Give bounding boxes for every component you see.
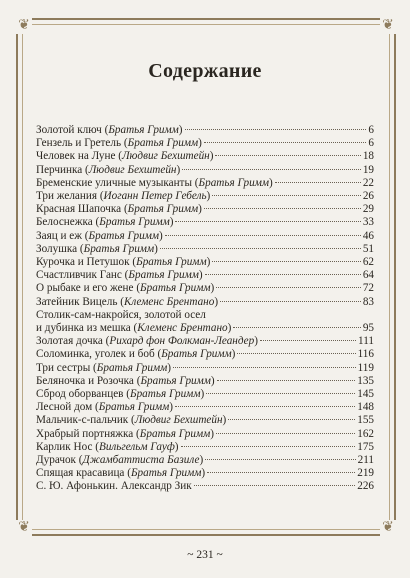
- fleuron-icon: ❦: [380, 18, 396, 34]
- toc-leader-dots: [237, 353, 355, 354]
- fleuron-icon: ❦: [16, 18, 32, 34]
- toc-entry-label: Бременские уличные музыканты (Братья Гримм): [36, 176, 273, 189]
- toc-entry: [36, 362, 374, 375]
- toc-leader-dots: [212, 261, 360, 262]
- toc-entry-author: Братья Гримм: [130, 467, 202, 480]
- toc-entry-author: Братья Гримм: [136, 256, 207, 269]
- toc-entry-page: 116: [357, 348, 374, 361]
- toc-entry-page: 135: [357, 374, 374, 387]
- toc-entry-page: 51: [362, 242, 374, 255]
- toc-entry-title: С. Ю. Афонькин. Александр Зик: [36, 480, 192, 493]
- toc-entry-title: Заяц и еж: [36, 229, 82, 242]
- toc-entry-label: Красная Шапочка (Братья Гримм): [36, 203, 202, 216]
- toc-entry-page: 119: [357, 361, 374, 374]
- toc-leader-dots: [175, 221, 360, 222]
- toc-entry: [36, 454, 374, 467]
- toc-entry-title: Храбрый портняжка: [36, 427, 134, 440]
- toc-leader-dots: [275, 182, 361, 183]
- toc-leader-dots: [220, 301, 361, 302]
- toc-entry-label: [36, 480, 192, 493]
- toc-entry-page: 111: [358, 335, 374, 348]
- toc-entry-title: Бременские уличные музыканты: [36, 176, 192, 189]
- fleuron-icon: ❦: [16, 520, 32, 536]
- toc-entry-title: Золотая дочка: [36, 335, 103, 348]
- toc-entry-page: 72: [362, 282, 374, 295]
- toc-entry-title: Лесной дом: [36, 401, 93, 414]
- toc-entry-page: 175: [357, 440, 374, 453]
- toc-entry-page: 95: [362, 322, 374, 335]
- toc-entry-label: Храбрый портняжка (Братья Гримм): [36, 427, 214, 440]
- toc-entry-page: 22: [362, 176, 374, 189]
- toc-entry: [36, 296, 374, 309]
- toc-entry-author: Братья Гримм: [127, 137, 199, 150]
- toc-entry-label: Заяц и еж (Братья Гримм): [36, 229, 163, 242]
- toc-entry-author: Братья Гримм: [128, 269, 199, 282]
- toc-entry-title: Человек на Луне: [36, 150, 116, 163]
- toc-entry-page: 46: [362, 229, 374, 242]
- toc-entry-title: Беляночка и Розочка: [36, 374, 134, 387]
- toc-entry-author: Клеменс Брентано: [123, 295, 215, 308]
- toc-entry: [36, 124, 374, 137]
- toc-entry-author: Джамбаттиста Базиле: [82, 454, 200, 467]
- toc-entry-author: Братья Гримм: [161, 348, 232, 361]
- toc-leader-dots: [216, 433, 355, 434]
- toc-entry-author: Братья Гримм: [127, 203, 199, 216]
- toc-entry-page: 6: [368, 137, 374, 150]
- toc-entry: [36, 243, 374, 256]
- toc-leader-dots: [206, 393, 355, 394]
- page-number: ~ 231 ~: [187, 549, 223, 561]
- toc-entry-label: Золушка (Братья Гримм): [36, 242, 158, 255]
- toc-entry-title: Счастливчик Ганс: [36, 269, 122, 282]
- toc-entry: [36, 428, 374, 441]
- toc-entry-label: Карлик Нос (Вильгельм Гауф): [36, 440, 179, 453]
- toc-entry-author: Братья Гримм: [99, 216, 170, 229]
- toc-entry-page: 148: [357, 401, 374, 414]
- toc-entry-label: Затейник Вицель (Клеменс Брентано): [36, 295, 219, 308]
- toc-entry-title: Затейник Вицель: [36, 295, 118, 308]
- toc-entry-label: Дурачок (Джамбаттиста Базиле): [36, 454, 204, 467]
- toc-entry-author: Братья Гримм: [96, 361, 168, 374]
- toc-entry-page: 226: [357, 480, 374, 493]
- toc-entry: [36, 203, 374, 216]
- toc-leader-dots: [205, 459, 355, 460]
- toc-entry-page: 162: [357, 427, 374, 440]
- toc-entry: [36, 322, 374, 335]
- toc-entry-title: Соломинка, уголек и боб: [36, 348, 155, 361]
- toc-entry-label: Белоснежка (Братья Гримм): [36, 216, 174, 229]
- toc-leader-dots: [216, 287, 361, 288]
- toc-entry-title: Спящая красавица: [36, 467, 125, 480]
- toc-entry: [36, 375, 374, 388]
- toc-leader-dots: [212, 195, 361, 196]
- toc-entry: [36, 467, 374, 480]
- toc-entry-author: Клеменс Брентано: [137, 322, 228, 335]
- toc-leader-dots: [228, 419, 355, 420]
- toc-leader-dots: [204, 142, 367, 143]
- toc-entry: [36, 164, 374, 177]
- toc-entry-title: Три сестры: [36, 361, 91, 374]
- toc-leader-dots: [205, 274, 361, 275]
- toc-entry-author: Братья Гримм: [139, 427, 211, 440]
- toc-entry-page: 6: [368, 124, 374, 136]
- toc-entry-page: 29: [362, 203, 374, 216]
- toc-entry-title: О рыбаке и его жене: [36, 282, 134, 295]
- toc-entry-title: Красная Шапочка: [36, 203, 122, 216]
- toc-entry-page: 219: [357, 467, 374, 480]
- toc-entry-title: Карлик Нос: [36, 440, 93, 453]
- toc-entry: [36, 269, 374, 282]
- toc-leader-dots: [181, 446, 356, 447]
- table-of-contents: [36, 124, 374, 494]
- toc-leader-dots: [260, 340, 356, 341]
- toc-entry-label: О рыбаке и его жене (Братья Гримм): [36, 282, 215, 295]
- toc-entry-author: Братья Гримм: [98, 401, 170, 414]
- toc-entry-author: Людвиг Бехштейн: [121, 150, 210, 163]
- toc-entry-author: Братья Гримм: [108, 124, 179, 136]
- toc-entry-label: Гензель и Гретель (Братья Гримм): [36, 137, 202, 150]
- toc-entry: [36, 216, 374, 229]
- toc-leader-dots: [217, 380, 356, 381]
- toc-leader-dots: [182, 169, 361, 170]
- toc-entry: [36, 177, 374, 190]
- toc-entry: [36, 348, 374, 361]
- toc-entry-title: Курочка и Петушок: [36, 256, 130, 269]
- toc-entry-title: Дурачок: [36, 454, 76, 467]
- toc-entry: [36, 480, 374, 493]
- toc-entry: [36, 335, 374, 348]
- toc-entry: [36, 309, 374, 322]
- toc-entry-title: Гензель и Гретель: [36, 137, 122, 150]
- toc-entry-page: 83: [362, 295, 374, 308]
- toc-entry-title: Сброд оборванцев: [36, 388, 124, 401]
- toc-entry-author: Братья Гримм: [129, 388, 201, 401]
- toc-entry-page: 19: [362, 163, 374, 176]
- toc-entry-author: Братья Гримм: [83, 242, 155, 255]
- toc-entry-page: 155: [357, 414, 374, 427]
- toc-entry: [36, 282, 374, 295]
- toc-leader-dots: [185, 129, 367, 130]
- toc-entry-title: Три желания: [36, 190, 98, 203]
- toc-entry-title: и дубинка из мешка: [36, 322, 131, 335]
- toc-entry-label: Перчинка (Людвиг Бехштейн): [36, 163, 181, 176]
- toc-leader-dots: [204, 208, 361, 209]
- toc-entry-page: 18: [362, 150, 374, 163]
- toc-entry: [36, 441, 374, 454]
- toc-entry-label: Беляночка и Розочка (Братья Гримм): [36, 374, 215, 387]
- page-title: Содержание: [148, 60, 262, 82]
- toc-entry-page: 211: [357, 454, 374, 467]
- toc-entry-page: 62: [362, 256, 374, 269]
- toc-entry-title: Золушка: [36, 242, 78, 255]
- toc-entry-label: [36, 309, 206, 322]
- toc-entry-page: 64: [362, 269, 374, 282]
- toc-entry-label: Спящая красавица (Братья Гримм): [36, 467, 206, 480]
- toc-entry: [36, 414, 374, 427]
- toc-leader-dots: [165, 235, 361, 236]
- toc-leader-dots: [175, 406, 355, 407]
- toc-entry-author: Братья Гримм: [198, 176, 269, 189]
- toc-leader-dots: [215, 155, 360, 156]
- toc-leader-dots: [173, 367, 356, 368]
- toc-entry-title: Мальчик-с-пальчик: [36, 414, 129, 427]
- toc-entry-label: Человек на Луне (Людвиг Бехштейн): [36, 150, 214, 163]
- toc-entry-page: 26: [362, 190, 374, 203]
- toc-entry-label: Курочка и Петушок (Братья Гримм): [36, 256, 211, 269]
- toc-entry: [36, 137, 374, 150]
- toc-entry-title: Столик-сам-накройся, золотой осел: [36, 308, 206, 321]
- toc-leader-dots: [233, 327, 360, 328]
- toc-entry-label: Соломинка, уголек и боб (Братья Гримм): [36, 348, 236, 361]
- toc-entry-label: Счастливчик Ганс (Братья Гримм): [36, 269, 203, 282]
- toc-entry-author: Людвиг Бехштейн: [134, 414, 223, 427]
- toc-entry-author: Иоганн Петер Гебель: [103, 190, 207, 203]
- toc-entry-label: Три сестры (Братья Гримм): [36, 361, 171, 374]
- toc-entry-author: Братья Гримм: [88, 229, 159, 242]
- toc-entry-label: Лесной дом (Братья Гримм): [36, 401, 173, 414]
- toc-leader-dots: [194, 485, 356, 486]
- toc-entry-label: Золотой ключ (Братья Гримм): [36, 124, 183, 136]
- toc-entry: [36, 388, 374, 401]
- toc-entry-author: Людвиг Бехштейн: [88, 163, 177, 176]
- toc-entry-title: Белоснежка: [36, 216, 93, 229]
- toc-entry-page: 145: [357, 388, 374, 401]
- toc-leader-dots: [207, 472, 355, 473]
- toc-entry: [36, 150, 374, 163]
- toc-entry-author: Братья Гримм: [140, 282, 211, 295]
- toc-entry-author: Рихард фон Фолкман-Леандер: [109, 335, 255, 348]
- toc-entry-author: Братья Гримм: [140, 374, 211, 387]
- toc-entry-label: Три желания (Иоганн Петер Гебель): [36, 190, 211, 203]
- toc-leader-dots: [160, 248, 361, 249]
- toc-entry-title: Перчинка: [36, 163, 83, 176]
- fleuron-icon: ❦: [380, 520, 396, 536]
- toc-entry-label: Сброд оборванцев (Братья Гримм): [36, 388, 205, 401]
- toc-entry-page: 33: [362, 216, 374, 229]
- toc-entry: [36, 401, 374, 414]
- toc-entry: [36, 190, 374, 203]
- toc-entry-title: Золотой ключ: [36, 124, 102, 136]
- toc-entry-label: Мальчик-с-пальчик (Людвиг Бехштейн): [36, 414, 227, 427]
- toc-entry: [36, 256, 374, 269]
- toc-entry-author: Вильгельм Гауф: [98, 440, 175, 453]
- toc-entry: [36, 230, 374, 243]
- toc-entry-label: и дубинка из мешка (Клеменс Брентано): [36, 322, 232, 335]
- toc-entry-label: Золотая дочка (Рихард фон Фолкман-Леандер): [36, 335, 258, 348]
